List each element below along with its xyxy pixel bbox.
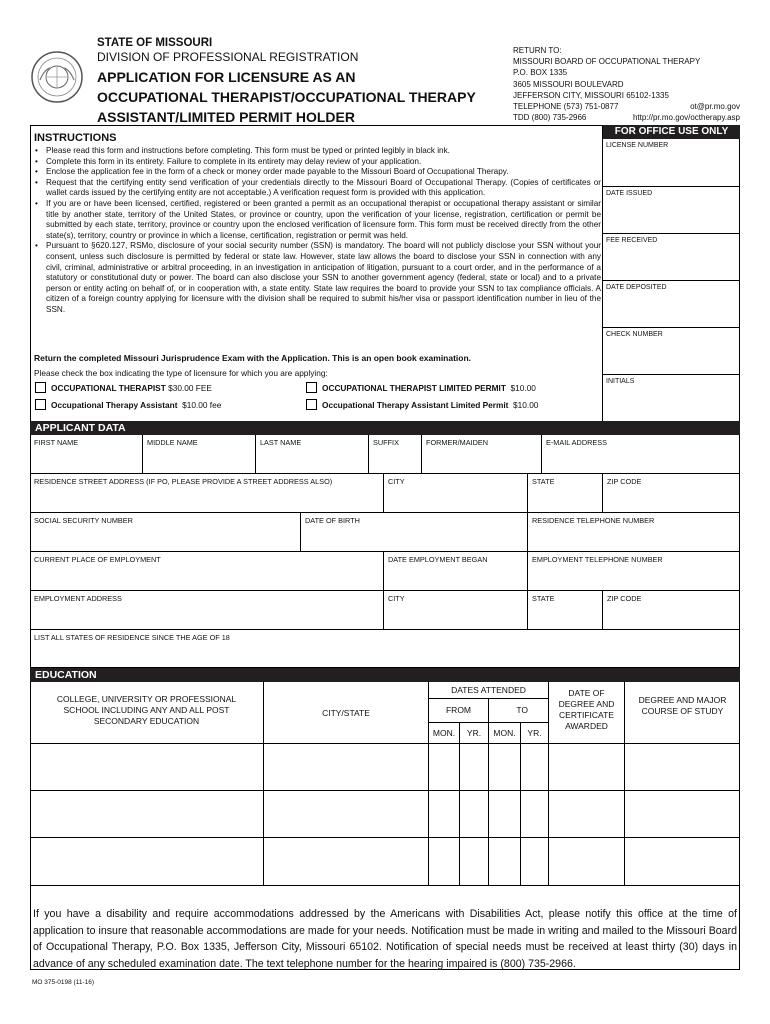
edu-cell[interactable] xyxy=(489,791,521,838)
residence-state-field[interactable]: STATE xyxy=(528,474,603,513)
edu-cell[interactable] xyxy=(264,744,429,791)
option-ota[interactable]: Occupational Therapy Assistant $10.00 fee xyxy=(35,399,221,410)
office-use-panel xyxy=(603,125,740,423)
instructions-section xyxy=(30,125,603,423)
last-name-field[interactable]: LAST NAME xyxy=(256,435,369,474)
edu-cell[interactable] xyxy=(549,744,625,791)
middle-name-field[interactable]: MIDDLE NAME xyxy=(143,435,256,474)
edu-cell[interactable] xyxy=(429,744,460,791)
edu-cell[interactable] xyxy=(264,838,429,886)
col-to-mon: MON. xyxy=(489,723,521,744)
col-date-degree: DATE OF DEGREE AND CERTIFICATE AWARDED xyxy=(549,682,625,744)
col-city-state: CITY/STATE xyxy=(264,682,429,744)
residence-zip-field[interactable]: ZIP CODE xyxy=(603,474,740,513)
ada-notice: If you have a disability and require accommodations addressed by the Americans with Disabilities Act, please notify this office at the time of application to insure that reasonable accommodations are made for your needs. Notification must be made in writing and mailed to the Missouri Board of Occupational Therapy, P.O. Box 1335, Jefferson City, Missouri 65102. Notification of special needs must be received at least thirty (30) days in advance of any scheduled examination date. The text telephone number for the hearing impaired is (800) 735-2966. xyxy=(33,908,737,970)
edu-cell[interactable] xyxy=(521,838,549,886)
applicant-data-heading: APPLICANT DATA xyxy=(30,421,740,435)
edu-cell[interactable] xyxy=(429,791,460,838)
col-to-yr: YR. xyxy=(521,723,549,744)
missouri-seal-logo xyxy=(30,50,84,104)
suffix-field[interactable]: SUFFIX xyxy=(369,435,422,474)
edu-cell[interactable] xyxy=(460,838,489,886)
employment-state-field[interactable]: STATE xyxy=(528,591,603,630)
ssn-field[interactable]: SOCIAL SECURITY NUMBER xyxy=(30,513,301,552)
office-use-title: FOR OFFICE USE ONLY xyxy=(603,125,740,139)
instructions-heading: INSTRUCTIONS xyxy=(34,132,117,144)
employment-address-field[interactable]: EMPLOYMENT ADDRESS xyxy=(30,591,384,630)
jurisprudence-note: Return the completed Missouri Jurisprudence Exam with the Application. This is an open book examination. xyxy=(34,353,472,363)
instruction-item: • Complete this form in its entirety. Failure to complete in its entirety may delay review of your application. xyxy=(34,157,601,168)
licensure-check-note: Please check the box indicating the type of licensure for which you are applying: xyxy=(34,368,328,378)
fee-received-field: FEE RECEIVED xyxy=(603,233,740,280)
residence-street-field[interactable]: RESIDENCE STREET ADDRESS (IF PO, PLEASE PROVIDE A STREET ADDRESS ALSO) xyxy=(30,474,384,513)
employment-began-field[interactable]: DATE EMPLOYMENT BEGAN xyxy=(384,552,528,591)
date-of-birth-field[interactable]: DATE OF BIRTH xyxy=(301,513,528,552)
first-name-field[interactable]: FIRST NAME xyxy=(30,435,143,474)
option-ota-limited-permit[interactable]: Occupational Therapy Assistant Limited Permit $10.00 xyxy=(306,399,538,410)
form-code: MO 375-0198 (11-16) xyxy=(32,979,95,986)
edu-cell[interactable] xyxy=(521,791,549,838)
edu-cell[interactable] xyxy=(625,744,740,791)
website-link[interactable]: http://pr.mo.gov/octherapy.asp xyxy=(632,113,740,123)
edu-cell[interactable] xyxy=(625,838,740,886)
education-heading: EDUCATION xyxy=(30,668,740,682)
employment-city-field[interactable]: CITY xyxy=(384,591,528,630)
instruction-item: • Pursuant to §620.127, RSMo, disclosure of your social security number (SSN) is mandatory. The board will not publicly disclose your SSN without your consent, unless such disclosure is permitted by federal or state law. However, state law allows the board to disclose your SSN in connection with any civil, criminal, administrative or arbitral proceeding, in an investigation in anticipation of litigation, pursuant to a court order, and in the performance of a statutory or constitutional duty or power. The board can also disclose your SSN to another government agency (federal, state or local) and to a private person or entity acting on behalf of, or in cooperation with, a state entity. State law requires the board to provide your SSN to tax compliance officials. A citizen of a foreign country applying for licensure with the division shall be required to submit his/her visa or passport identification number in lieu of the SSN. xyxy=(34,241,601,315)
residence-city-field[interactable]: CITY xyxy=(384,474,528,513)
col-from: FROM xyxy=(429,699,489,723)
email-link[interactable]: ot@pr.mo.gov xyxy=(690,102,740,112)
return-address: RETURN TO: MISSOURI BOARD OF OCCUPATIONAL THERAPY P.O. BOX 1335 3605 MISSOURI BOULEVARD JEFFERSON CITY, MISSOURI 65102-1335 TELEPHONE (573) 751-0877 ot@pr.mo.gov TDD (800) 735-2966 http://pr.mo.gov/octherapy.asp xyxy=(513,46,740,123)
instructions-list xyxy=(34,146,601,316)
col-dates-attended: DATES ATTENDED xyxy=(429,682,549,699)
date-issued-field: DATE ISSUED xyxy=(603,186,740,233)
division-name: DIVISION OF PROFESSIONAL REGISTRATION xyxy=(97,50,359,64)
former-maiden-field[interactable]: FORMER/MAIDEN xyxy=(422,435,542,474)
email-field[interactable]: E-MAIL ADDRESS xyxy=(542,435,740,474)
form-title: APPLICATION FOR LICENSURE AS AN OCCUPATIONAL THERAPIST/OCCUPATIONAL THERAPY ASSISTANT/LIMITED PERMIT HOLDER xyxy=(97,69,476,125)
edu-cell[interactable] xyxy=(429,838,460,886)
edu-cell[interactable] xyxy=(549,791,625,838)
current-employment-field[interactable]: CURRENT PLACE OF EMPLOYMENT xyxy=(30,552,384,591)
edu-cell[interactable] xyxy=(489,744,521,791)
edu-cell[interactable] xyxy=(30,791,264,838)
employment-phone-field[interactable]: EMPLOYMENT TELEPHONE NUMBER xyxy=(528,552,740,591)
ota-limited-permit-checkbox[interactable] xyxy=(306,399,317,410)
instruction-item: • Please read this form and instructions before completing. This form must be typed or printed legibly in black ink. xyxy=(34,146,601,157)
option-ot[interactable]: OCCUPATIONAL THERAPIST $30.00 FEE xyxy=(35,382,212,393)
date-deposited-field: DATE DEPOSITED xyxy=(603,280,740,327)
col-college: COLLEGE, UNIVERSITY OR PROFESSIONAL SCHOOL INCLUDING ANY AND ALL POST SECONDARY EDUCATION xyxy=(30,682,264,744)
state-name: STATE OF MISSOURI xyxy=(97,37,213,49)
edu-cell[interactable] xyxy=(30,744,264,791)
edu-cell[interactable] xyxy=(549,838,625,886)
instruction-item: • Request that the certifying entity send verification of your credentials directly to the Missouri Board of Occupational Therapy. (Copies of certificates or wallet cards issued by the certifying entity are not acceptable.) A verification request form is provided with this application. xyxy=(34,178,601,199)
instruction-item: • If you are or have been licensed, certified, registered or been granted a permit as an occupational therapist or occupational therapy assistant or similar title by another state, territory of the United States, or province or country, upon the verification of your license, registration, certification or permit be submitted by each state, territory, province or country upon the enclosed verification of licensure form. This form must be received directly from the other state(s), territory, country or province in which a license, certification, registration or permit was held. xyxy=(34,199,601,241)
col-from-yr: YR. xyxy=(460,723,489,744)
edu-cell[interactable] xyxy=(30,838,264,886)
edu-cell[interactable] xyxy=(521,744,549,791)
ota-checkbox[interactable] xyxy=(35,399,46,410)
col-degree-course: DEGREE AND MAJOR COURSE OF STUDY xyxy=(625,682,740,744)
col-from-mon: MON. xyxy=(429,723,460,744)
license-number-field: LICENSE NUMBER xyxy=(606,142,669,149)
form-header xyxy=(97,37,507,127)
instruction-item: • Enclose the application fee in the form of a check or money order made payable to the Missouri Board of Occupational Therapy. xyxy=(34,167,601,178)
option-ot-limited-permit[interactable]: OCCUPATIONAL THERAPIST LIMITED PERMIT $10.00 xyxy=(306,382,536,393)
initials-field: INITIALS xyxy=(603,374,740,423)
edu-cell[interactable] xyxy=(489,838,521,886)
states-of-residence-field[interactable]: LIST ALL STATES OF RESIDENCE SINCE THE AGE OF 18 xyxy=(30,630,740,668)
employment-zip-field[interactable]: ZIP CODE xyxy=(603,591,740,630)
check-number-field: CHECK NUMBER xyxy=(603,327,740,374)
residence-phone-field[interactable]: RESIDENCE TELEPHONE NUMBER xyxy=(528,513,740,552)
edu-cell[interactable] xyxy=(460,791,489,838)
edu-cell[interactable] xyxy=(264,791,429,838)
edu-cell[interactable] xyxy=(625,791,740,838)
ot-checkbox[interactable] xyxy=(35,382,46,393)
col-to: TO xyxy=(489,699,549,723)
ot-limited-permit-checkbox[interactable] xyxy=(306,382,317,393)
edu-cell[interactable] xyxy=(460,744,489,791)
